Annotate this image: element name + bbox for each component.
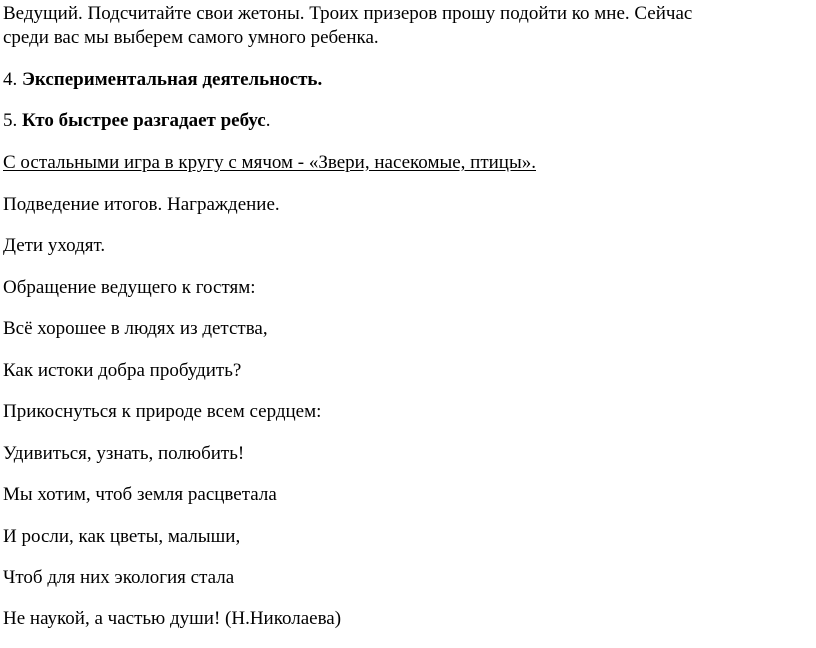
address-line: Обращение ведущего к гостям: — [3, 277, 256, 298]
intro-line-1: Ведущий. Подсчитайте свои жетоны. Троих призеров прошу подойти ко мне. Сейчас — [3, 3, 693, 24]
poem-line-3: Прикоснуться к природе всем сердцем: — [3, 401, 322, 422]
poem-line-4: Удивиться, узнать, полюбить! — [3, 443, 245, 464]
poem-line-1: Всё хорошее в людях из детства, — [3, 318, 268, 339]
item-5-number: 5. — [3, 110, 22, 131]
game-line: С остальными игра в кругу с мячом - «Звери, насекомые, птицы». — [3, 152, 536, 173]
summary-line: Подведение итогов. Награждение. — [3, 194, 280, 215]
poem-line-8: Не наукой, а частью души! (Н.Николаева) — [3, 608, 342, 629]
poem-line-7: Чтоб для них экология стала — [3, 567, 235, 588]
item-4 — [3, 69, 322, 91]
item-5-period: . — [265, 110, 271, 131]
poem-line-2: Как истоки добра пробудить? — [3, 360, 242, 381]
item-4-number: 4. — [3, 69, 22, 90]
children-leave-line: Дети уходят. — [3, 235, 106, 256]
intro-line-2: среди вас мы выберем самого умного ребенка. — [3, 27, 379, 48]
item-5 — [3, 110, 270, 132]
item-5-title: Кто быстрее разгадает ребус — [22, 110, 266, 131]
item-4-title: Экспериментальная деятельность. — [22, 69, 323, 90]
poem-line-5: Мы хотим, чтоб земля расцветала — [3, 484, 277, 505]
poem-line-6: И росли, как цветы, малыши, — [3, 526, 241, 547]
